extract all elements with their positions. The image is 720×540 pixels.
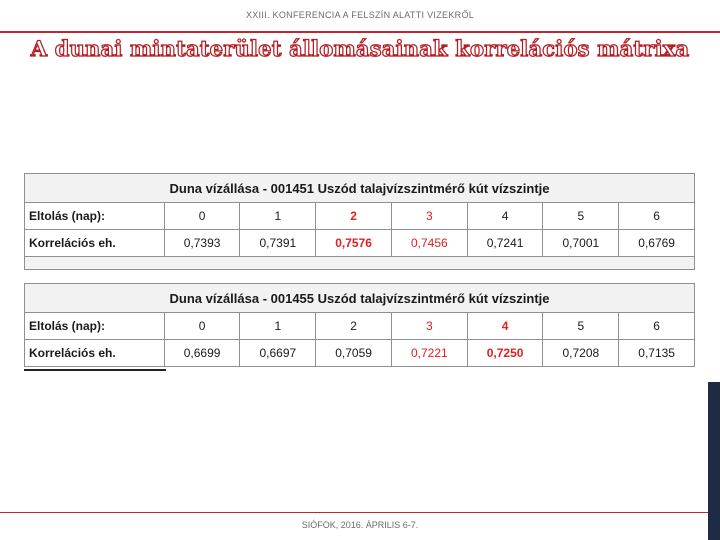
- shift-cell: 1: [240, 203, 316, 230]
- shift-cell: 2: [316, 203, 392, 230]
- bottom-divider: [0, 512, 708, 513]
- table-heading: Duna vízállása - 001455 Uszód talajvízszintmérő kút vízszintje: [25, 284, 695, 313]
- correlation-cell: 0,7391: [240, 230, 316, 257]
- shift-row: [25, 313, 695, 340]
- shift-cell: 5: [543, 313, 619, 340]
- shift-cell: 6: [619, 203, 695, 230]
- correlation-cell: 0,6769: [619, 230, 695, 257]
- correlation-label: Korrelációs eh.: [25, 230, 165, 257]
- side-accent-bar: [708, 382, 720, 540]
- shift-cell: 3: [391, 313, 467, 340]
- correlation-cell: 0,7241: [467, 230, 543, 257]
- correlation-cell: 0,7208: [543, 340, 619, 367]
- correlation-table-001455: [24, 283, 695, 367]
- shift-cell: 4: [467, 313, 543, 340]
- table-heading: Duna vízállása - 001451 Uszód talajvízszintmérő kút vízszintje: [25, 174, 695, 203]
- shift-cell: 4: [467, 203, 543, 230]
- table-bottom-rule: [24, 369, 166, 371]
- event-footer: SIÓFOK, 2016. ÁPRILIS 6-7.: [301, 520, 419, 530]
- correlation-label: Korrelációs eh.: [25, 340, 165, 367]
- correlation-row: [25, 340, 695, 367]
- shift-cell: 0: [164, 313, 240, 340]
- top-divider: [0, 31, 720, 33]
- shift-cell: 1: [240, 313, 316, 340]
- shift-label: Eltolás (nap):: [25, 313, 165, 340]
- correlation-cell: 0,6697: [240, 340, 316, 367]
- correlation-cell: 0,7576: [316, 230, 392, 257]
- correlation-cell: 0,7221: [391, 340, 467, 367]
- conference-header: XXIII. KONFERENCIA A FELSZÍN ALATTI VIZEKRŐL: [245, 10, 475, 20]
- correlation-cell: 0,7250: [467, 340, 543, 367]
- correlation-cell: 0,6699: [164, 340, 240, 367]
- table-spacer: [25, 257, 695, 270]
- slide-title: A dunai mintaterület állomásainak korrelációs mátrixa: [30, 36, 690, 61]
- shift-cell: 6: [619, 313, 695, 340]
- correlation-cell: 0,7135: [619, 340, 695, 367]
- shift-row: [25, 203, 695, 230]
- shift-cell: 5: [543, 203, 619, 230]
- correlation-cell: 0,7393: [164, 230, 240, 257]
- shift-label: Eltolás (nap):: [25, 203, 165, 230]
- correlation-row: [25, 230, 695, 257]
- correlation-table-001451: [24, 173, 695, 270]
- shift-cell: 3: [391, 203, 467, 230]
- correlation-cell: 0,7059: [316, 340, 392, 367]
- correlation-cell: 0,7001: [543, 230, 619, 257]
- shift-cell: 2: [316, 313, 392, 340]
- shift-cell: 0: [164, 203, 240, 230]
- correlation-cell: 0,7456: [391, 230, 467, 257]
